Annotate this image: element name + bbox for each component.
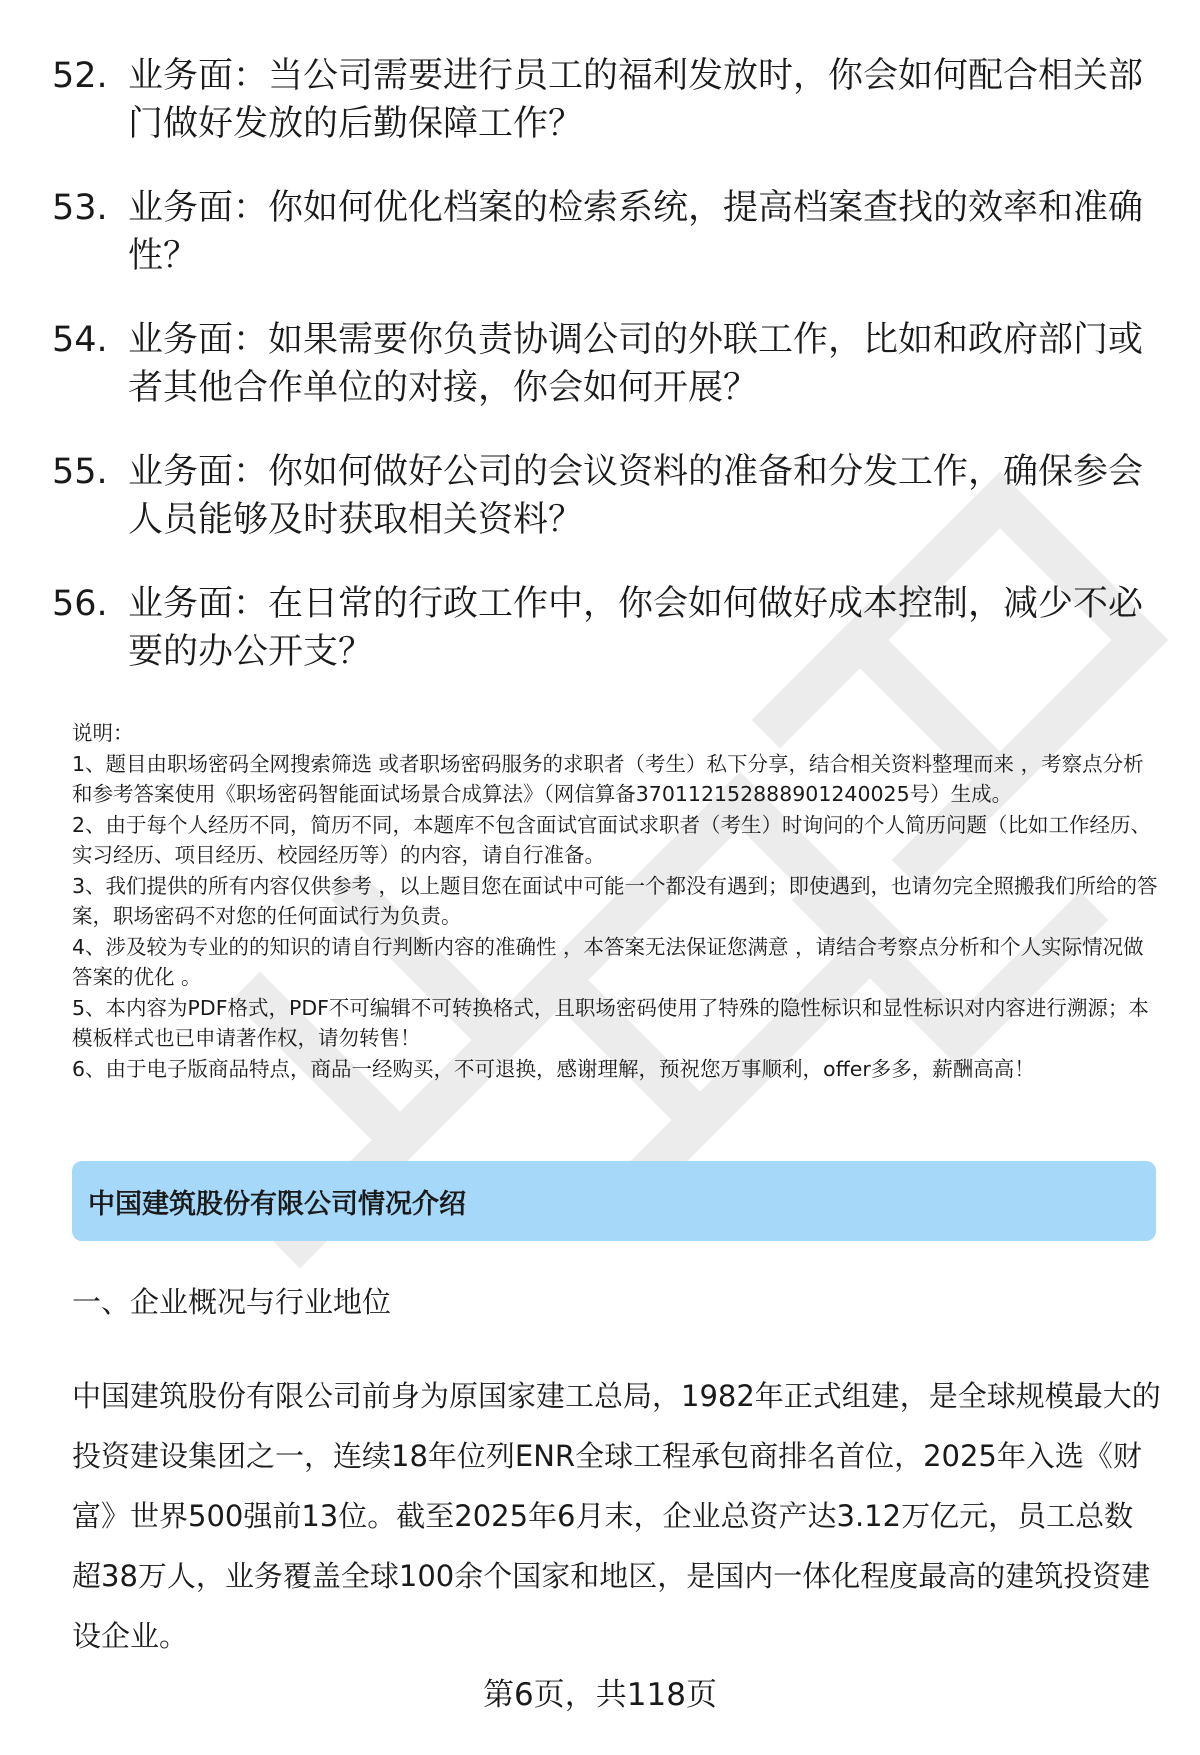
note-item: 4、涉及较为专业的的知识的请自行判断内容的准确性 ，本答案无法保证您满意 ，请结合考察点分析和个人实际情况做答案的优化 。	[72, 934, 1144, 989]
question-number: 52.	[52, 56, 108, 96]
question-list	[52, 52, 1162, 712]
question-item	[52, 580, 1162, 676]
company-intro-banner	[72, 1161, 1156, 1241]
disclaimer-notes	[72, 718, 1162, 1084]
question-item	[52, 184, 1162, 280]
question-item	[52, 448, 1162, 544]
note-item: 6、由于电子版商品特点，商品一经购买，不可退换，感谢理解，预祝您万事顺利，offer多多，薪酬高高！	[72, 1056, 1035, 1081]
note-item: 3、我们提供的所有内容仅供参考 ，以上题目您在面试中可能一个都没有遇到；即使遇到，也请勿完全照搬我们所给的答案，职场密码不对您的任何面试行为负责。	[72, 873, 1158, 928]
question-number: 54.	[52, 320, 108, 360]
question-item	[52, 316, 1162, 412]
question-text: 业务面：在日常的行政工作中，你会如何做好成本控制，减少不必要的办公开支？	[128, 584, 1144, 672]
note-item: 2、由于每个人经历不同，简历不同，本题库不包含面试官面试求职者（考生）时询问的个人简历问题（比如工作经历、实习经历、项目经历、校园经历等）的内容，请自行准备。	[72, 812, 1152, 867]
question-item	[52, 52, 1162, 148]
notes-title: 说明：	[72, 721, 134, 745]
note-item: 1、题目由职场密码全网搜索筛选 或者职场密码服务的求职者（考生）私下分享，结合相关资料整理而来 ，考察点分析和参考答案使用《职场密码智能面试场景合成算法》（网信算备370112152888901240025号）生成。	[72, 751, 1144, 806]
question-number: 55.	[52, 452, 108, 492]
question-text: 业务面：当公司需要进行员工的福利发放时，你会如何配合相关部门做好发放的后勤保障工作？	[128, 56, 1144, 144]
note-item: 5、本内容为PDF格式，PDF不可编辑不可转换格式，且职场密码使用了特殊的隐性标识和显性标识对内容进行溯源；本模板样式也已申请著作权，请勿转售！	[72, 995, 1149, 1050]
question-number: 53.	[52, 188, 108, 228]
section-heading: 一、企业概况与行业地位	[72, 1285, 392, 1319]
question-text: 业务面：你如何做好公司的会议资料的准备和分发工作，确保参会人员能够及时获取相关资料？	[128, 452, 1144, 540]
question-text: 业务面：如果需要你负责协调公司的外联工作，比如和政府部门或者其他合作单位的对接，你会如何开展？	[128, 320, 1144, 408]
question-number: 56.	[52, 584, 108, 624]
question-text: 业务面：你如何优化档案的检索系统，提高档案查找的效率和准确性？	[128, 188, 1144, 276]
page-indicator: 第6页，共118页	[483, 1677, 717, 1713]
company-intro-title: 中国建筑股份有限公司情况介绍	[88, 1188, 466, 1220]
company-overview-paragraph: 中国建筑股份有限公司前身为原国家建工总局，1982年正式组建，是全球规模最大的投资建设集团之一，连续18年位列ENR全球工程承包商排名首位，2025年入选《财富》世界500强前13位。截至2025年6月末，企业总资产达3.12万亿元，员工总数超38万人，业务覆盖全球100余个国家和地区，是国内一体化程度最高的建筑投资建设企业。	[72, 1379, 1161, 1653]
